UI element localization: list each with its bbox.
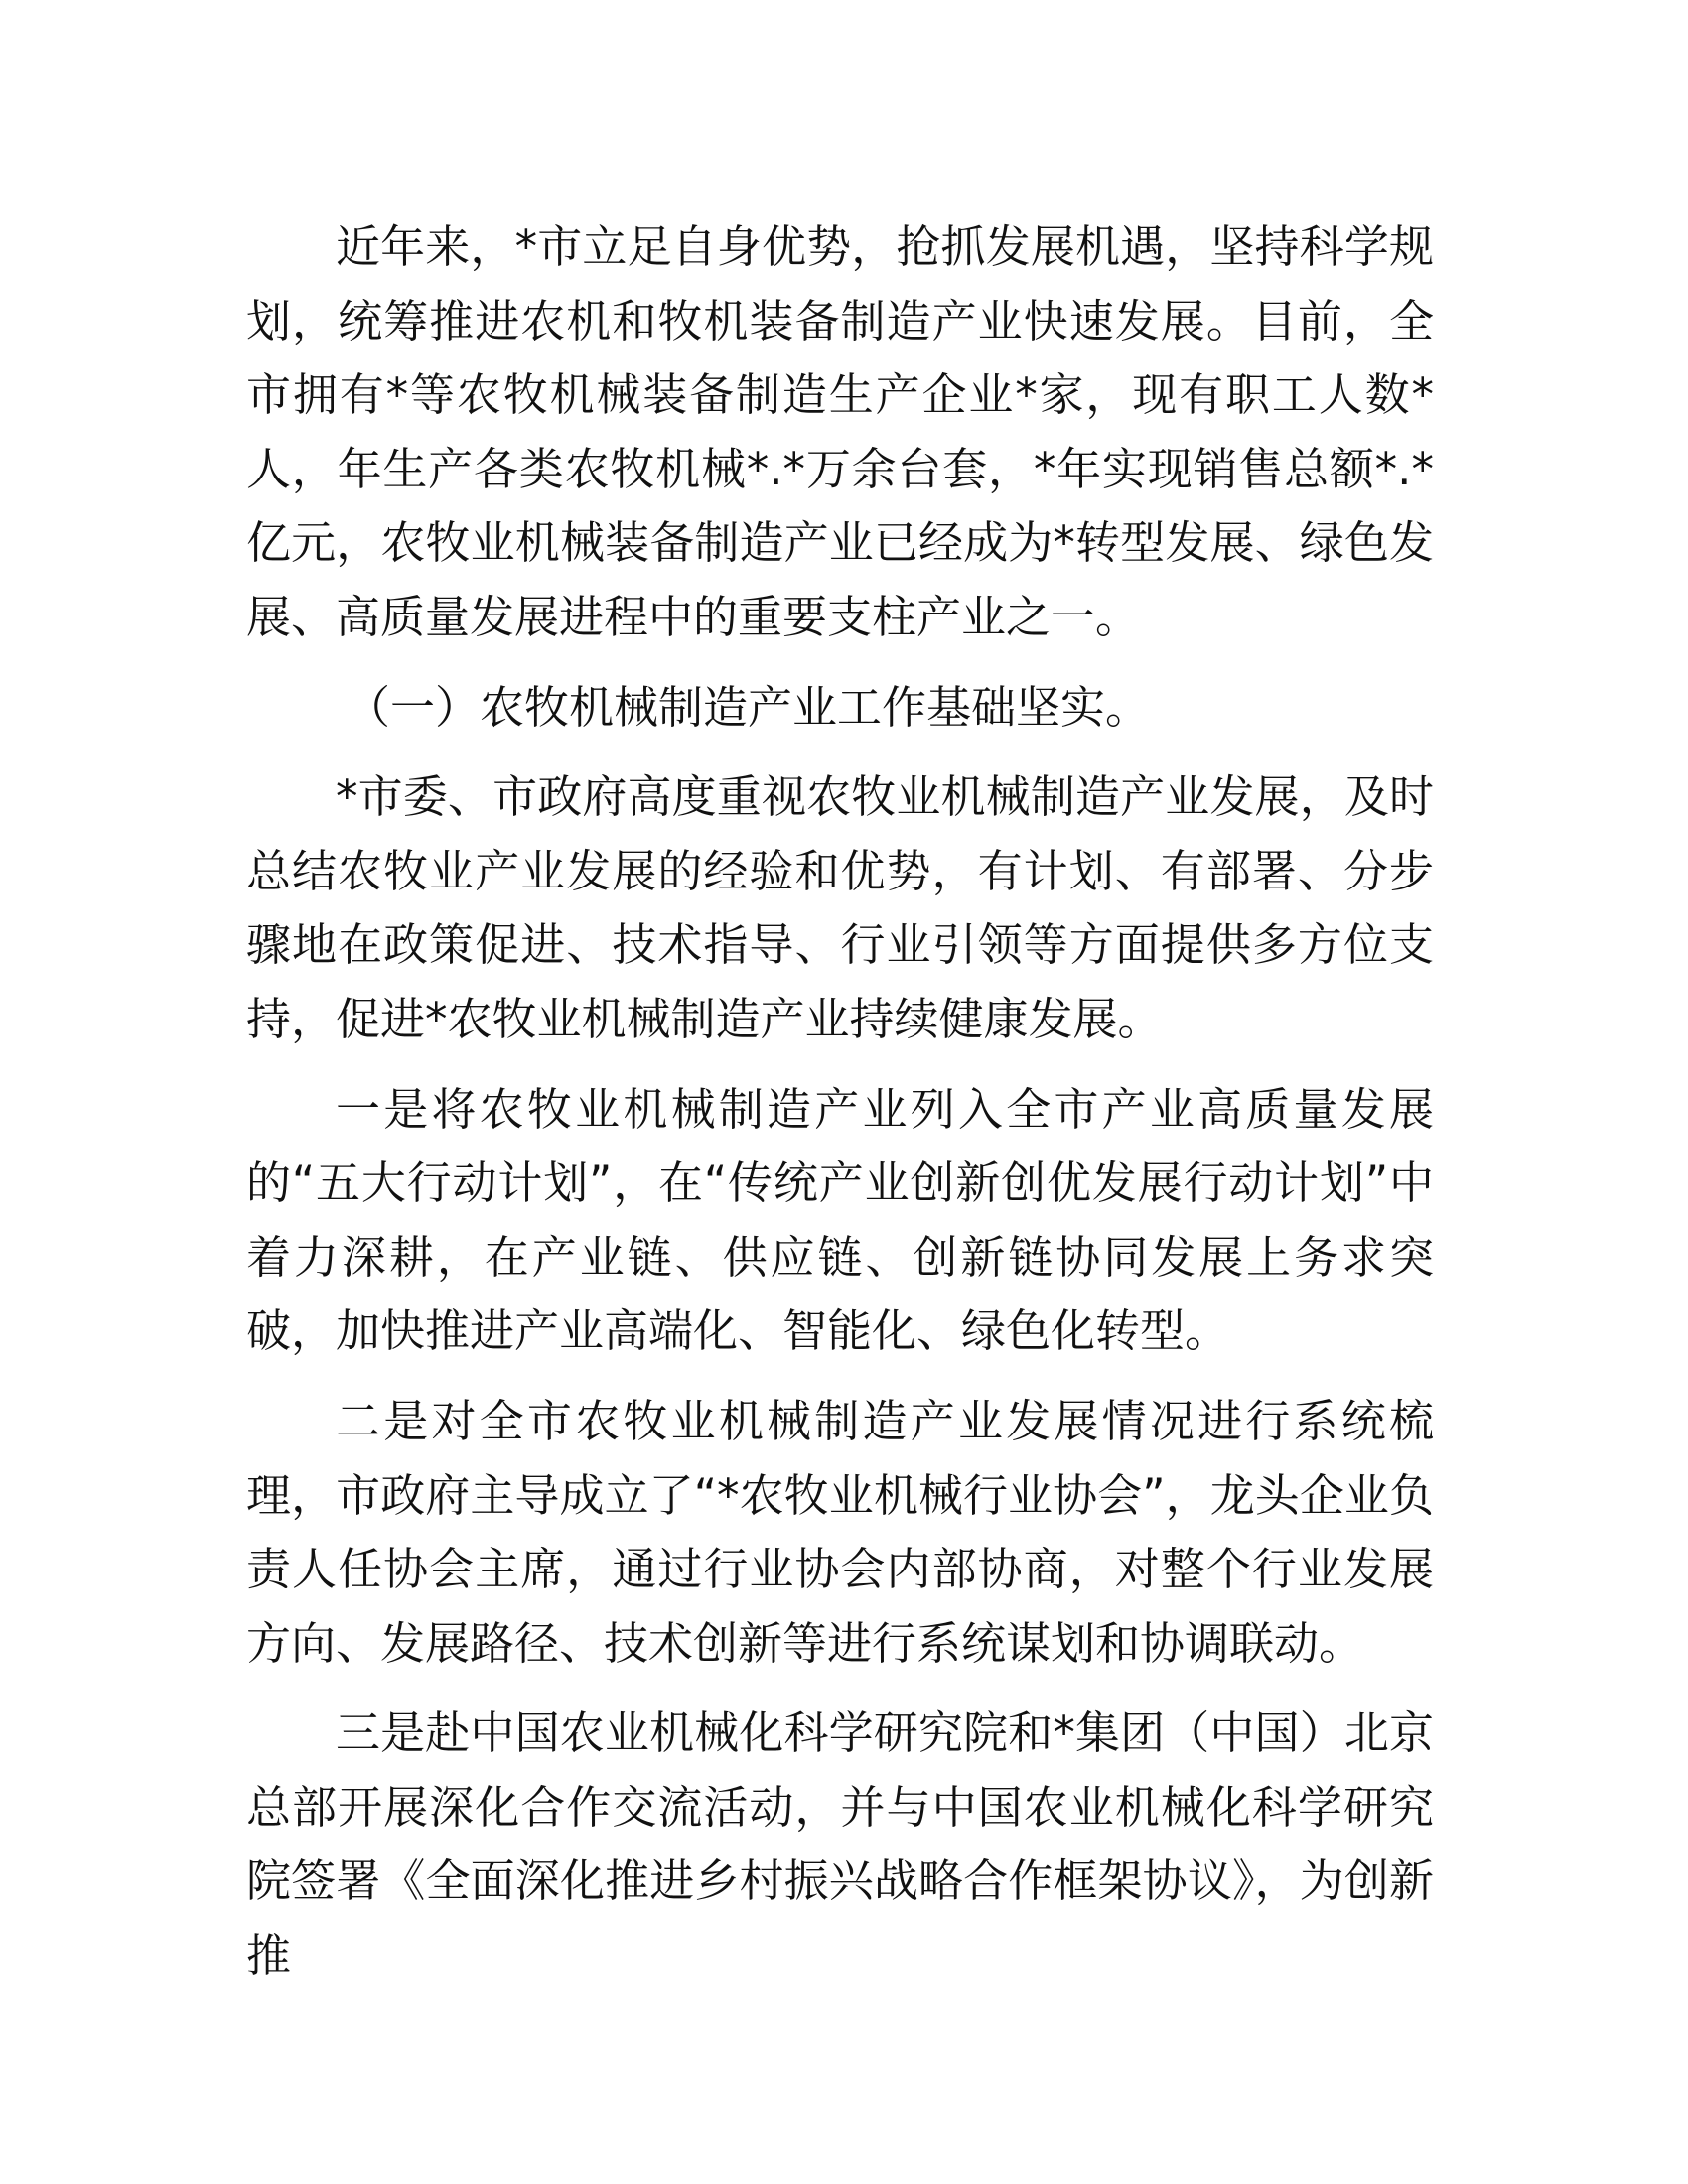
paragraph-support: *市委、市政府高度重视农牧业机械制造产业发展，及时总结农牧业产业发展的经验和优势，有计划、有部署、分步骤地在政策促进、技术指导、行业引领等方面提供多方位支持，促进*农牧业机械制造产业持续健康发展。: [246, 770, 1434, 1045]
paragraph-point-three: 三是赴中国农业机械化科学研究院和*集团（中国）北京总部开展深化合作交流活动，并与中国农业机械化科学研究院签署《全面深化推进乡村振兴战略合作框架协议》，为创新推: [246, 1706, 1434, 1982]
paragraph-point-one: 一是将农牧业机械制造产业列入全市产业高质量发展的“五大行动计划”，在“传统产业创新创优发展行动计划”中着力深耕，在产业链、供应链、创新链协同发展上务求突破，加快推进产业高端化、智能化、绿色化转型。: [246, 1082, 1434, 1358]
paragraph-point-two: 二是对全市农牧业机械制造产业发展情况进行系统梳理，市政府主导成立了“*农牧业机械行业协会”，龙头企业负责人任协会主席，通过行业协会内部协商，对整个行业发展方向、发展路径、技术创新等进行系统谋划和协调联动。: [246, 1394, 1434, 1670]
paragraph-intro: 近年来，*市立足自身优势，抢抓发展机遇，坚持科学规划，统筹推进农机和牧机装备制造产业快速发展。目前，全市拥有*等农牧机械装备制造生产企业*家，现有职工人数*人，年生产各类农牧机械*.*万余台套，*年实现销售总额*.*亿元，农牧业机械装备制造产业已经成为*转型发展、绿色发展、高质量发展进程中的重要支柱产业之一。: [246, 220, 1434, 643]
section-heading: （一）农牧机械制造产业工作基础坚实。: [346, 680, 1151, 734]
document-body: [246, 210, 1434, 2009]
